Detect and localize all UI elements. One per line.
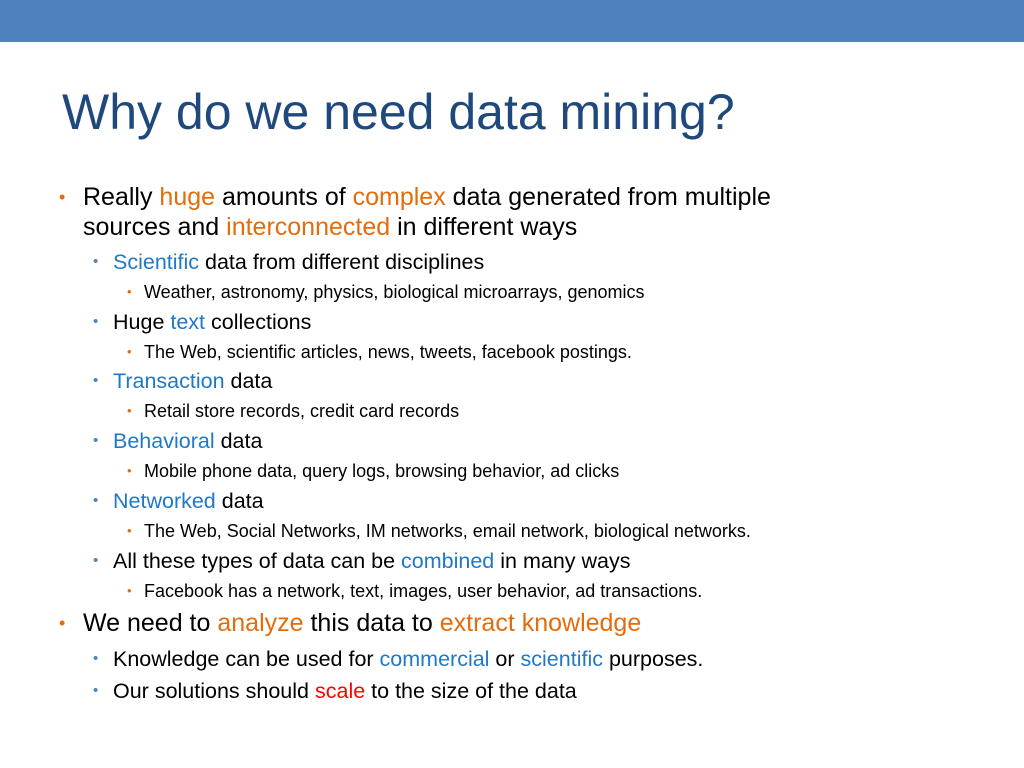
- bullet-item-analyze: [59, 608, 642, 638]
- highlight-text: text: [170, 310, 206, 334]
- bullet-marker: •: [127, 463, 132, 478]
- bullet-item-scale: [93, 678, 577, 704]
- bullet-item-networked: [93, 488, 264, 514]
- bullet-item-combined: [93, 548, 631, 574]
- text: Huge: [113, 310, 171, 334]
- highlight-scale: scale: [314, 679, 366, 703]
- text: in many ways: [494, 549, 631, 573]
- bullet-marker: •: [93, 432, 99, 449]
- bullet-marker: •: [59, 613, 66, 633]
- highlight-transaction: Transaction: [113, 369, 225, 393]
- text: We need to: [83, 609, 218, 637]
- text: collections: [205, 310, 312, 334]
- sub-bullet-scientific: [127, 281, 645, 303]
- bullet-marker: •: [59, 187, 66, 207]
- bullet-item-scientific: [93, 249, 485, 275]
- highlight-interconnected: interconnected: [226, 213, 391, 241]
- text: purposes.: [602, 647, 704, 671]
- bullet-marker: •: [127, 344, 132, 359]
- text: Knowledge can be used for: [113, 647, 380, 671]
- text: data from different disciplines: [199, 250, 485, 274]
- bullet-item-huge-data: [59, 182, 771, 242]
- bullet-marker: •: [93, 650, 99, 667]
- text: this data to: [303, 609, 440, 637]
- bullet-item-transaction: [93, 368, 273, 394]
- text: Really: [83, 183, 160, 211]
- text: data: [224, 369, 273, 393]
- text: All these types of data can be: [113, 549, 402, 573]
- bullet-line: [83, 182, 771, 212]
- bullet-marker: •: [93, 253, 99, 270]
- bullet-marker: •: [127, 583, 132, 598]
- highlight-scientific: Scientific: [113, 250, 200, 274]
- highlight-huge: huge: [159, 183, 216, 211]
- bullet-marker: •: [93, 372, 99, 389]
- highlight-combined: combined: [401, 549, 495, 573]
- bullet-item-knowledge: [93, 646, 704, 672]
- highlight-analyze: analyze: [217, 609, 304, 637]
- text: Retail store records, credit card records: [144, 401, 460, 421]
- bullet-item-text: [93, 309, 312, 335]
- bullet-marker: •: [127, 403, 132, 418]
- bullet-marker: •: [93, 552, 99, 569]
- text: in different ways: [390, 213, 578, 241]
- highlight-complex: complex: [352, 183, 446, 211]
- text: data generated from multiple: [445, 183, 771, 211]
- sub-bullet-combined: [127, 580, 703, 602]
- bullet-marker: •: [93, 682, 99, 699]
- text: sources and: [83, 213, 227, 241]
- text: The Web, Social Networks, IM networks, email network, biological networks.: [144, 521, 751, 541]
- bullet-marker: •: [127, 284, 132, 299]
- text: data: [214, 429, 263, 453]
- bullet-line: [83, 212, 771, 242]
- highlight-extract-knowledge: extract knowledge: [439, 609, 642, 637]
- text: The Web, scientific articles, news, tweets, facebook postings.: [144, 342, 632, 362]
- bullet-marker: •: [93, 492, 99, 509]
- sub-bullet-behavioral: [127, 460, 620, 482]
- sub-bullet-networked: [127, 520, 751, 542]
- sub-bullet-transaction: [127, 400, 460, 422]
- text: amounts of: [215, 183, 353, 211]
- text: Our solutions should: [113, 679, 315, 703]
- text: Weather, astronomy, physics, biological microarrays, genomics: [144, 282, 645, 302]
- slide-title: Why do we need data mining?: [62, 84, 735, 140]
- bullet-item-behavioral: [93, 428, 263, 454]
- highlight-scientific-purpose: scientific: [520, 647, 603, 671]
- bullet-marker: •: [93, 313, 99, 330]
- text: data: [215, 489, 264, 513]
- highlight-networked: Networked: [113, 489, 216, 513]
- highlight-commercial: commercial: [379, 647, 490, 671]
- text: to the size of the data: [365, 679, 577, 703]
- text: Mobile phone data, query logs, browsing behavior, ad clicks: [144, 461, 620, 481]
- sub-bullet-text: [127, 341, 632, 363]
- highlight-behavioral: Behavioral: [113, 429, 215, 453]
- text: Facebook has a network, text, images, user behavior, ad transactions.: [144, 581, 703, 601]
- text: or: [489, 647, 521, 671]
- bullet-marker: •: [127, 523, 132, 538]
